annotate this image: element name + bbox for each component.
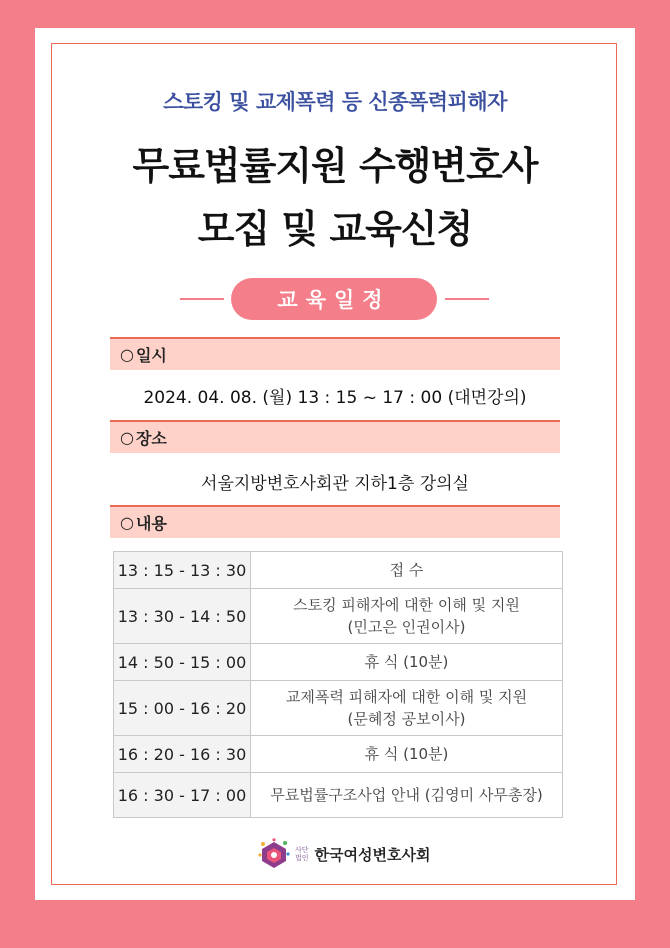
poster-subtitle: 스토킹 및 교제폭력 등 신종폭력피해자 xyxy=(163,90,507,114)
table-row xyxy=(114,644,563,681)
schedule-desc-line: 무료법률구조사업 안내 (김영미 사무총장) xyxy=(270,786,543,804)
schedule-time: 16 : 30 - 17 : 00 xyxy=(114,773,251,818)
schedule-desc xyxy=(251,644,563,681)
organization-logo xyxy=(257,838,430,870)
schedule-time: 16 : 20 - 16 : 30 xyxy=(114,736,251,773)
logo-small-text xyxy=(295,846,309,862)
schedule-badge: 교육일정 xyxy=(231,278,437,320)
schedule-desc-line: 스토킹 피해자에 대한 이해 및 지원 xyxy=(293,596,520,614)
schedule-desc-line: 휴 식 (10분) xyxy=(364,653,449,671)
place-value: 서울지방변호사회관 지하1층 강의실 xyxy=(201,474,469,494)
schedule-desc-line: 교제폭력 피해자에 대한 이해 및 지원 xyxy=(285,688,528,706)
table-row xyxy=(114,773,563,818)
section-place-header xyxy=(110,420,560,453)
schedule-time: 13 : 15 - 13 : 30 xyxy=(114,552,251,589)
badge-right-line xyxy=(445,298,489,300)
badge-left-line xyxy=(180,298,224,300)
schedule-desc xyxy=(251,589,563,644)
logo-small-line2: 법인 xyxy=(295,854,309,862)
schedule-desc xyxy=(251,736,563,773)
circle-bullet-icon: ○ xyxy=(120,513,134,532)
schedule-desc xyxy=(251,552,563,589)
organization-emblem-icon xyxy=(257,838,291,870)
section-place-label: 장소 xyxy=(135,429,167,448)
schedule-desc xyxy=(251,681,563,736)
schedule-desc-line: 휴 식 (10분) xyxy=(364,745,449,763)
schedule-desc-speaker: (민고은 인권이사) xyxy=(347,618,466,636)
table-row xyxy=(114,736,563,773)
schedule-desc-line: 접 수 xyxy=(389,561,424,579)
datetime-value: 2024. 04. 08. (월) 13 : 15 ~ 17 : 00 (대면강의) xyxy=(143,388,527,408)
poster-title-line2: 모집 및 교육신청 xyxy=(197,207,473,251)
schedule-time: 15 : 00 - 16 : 20 xyxy=(114,681,251,736)
circle-bullet-icon: ○ xyxy=(120,428,134,447)
schedule-desc xyxy=(251,773,563,818)
section-content-label: 내용 xyxy=(135,514,167,533)
schedule-desc-speaker: (문혜정 공보이사) xyxy=(347,710,466,728)
table-row xyxy=(114,552,563,589)
section-content-header xyxy=(110,505,560,538)
logo-small-line1: 사단 xyxy=(295,846,309,854)
schedule-table xyxy=(113,551,563,818)
section-datetime-header xyxy=(110,337,560,370)
table-row xyxy=(114,681,563,736)
schedule-time: 13 : 30 - 14 : 50 xyxy=(114,589,251,644)
schedule-time: 14 : 50 - 15 : 00 xyxy=(114,644,251,681)
table-row xyxy=(114,589,563,644)
section-datetime-label: 일시 xyxy=(135,346,167,365)
organization-name: 한국여성변호사회 xyxy=(314,845,431,864)
circle-bullet-icon: ○ xyxy=(120,345,134,364)
poster-title-line1: 무료법률지원 수행변호사 xyxy=(132,144,538,188)
